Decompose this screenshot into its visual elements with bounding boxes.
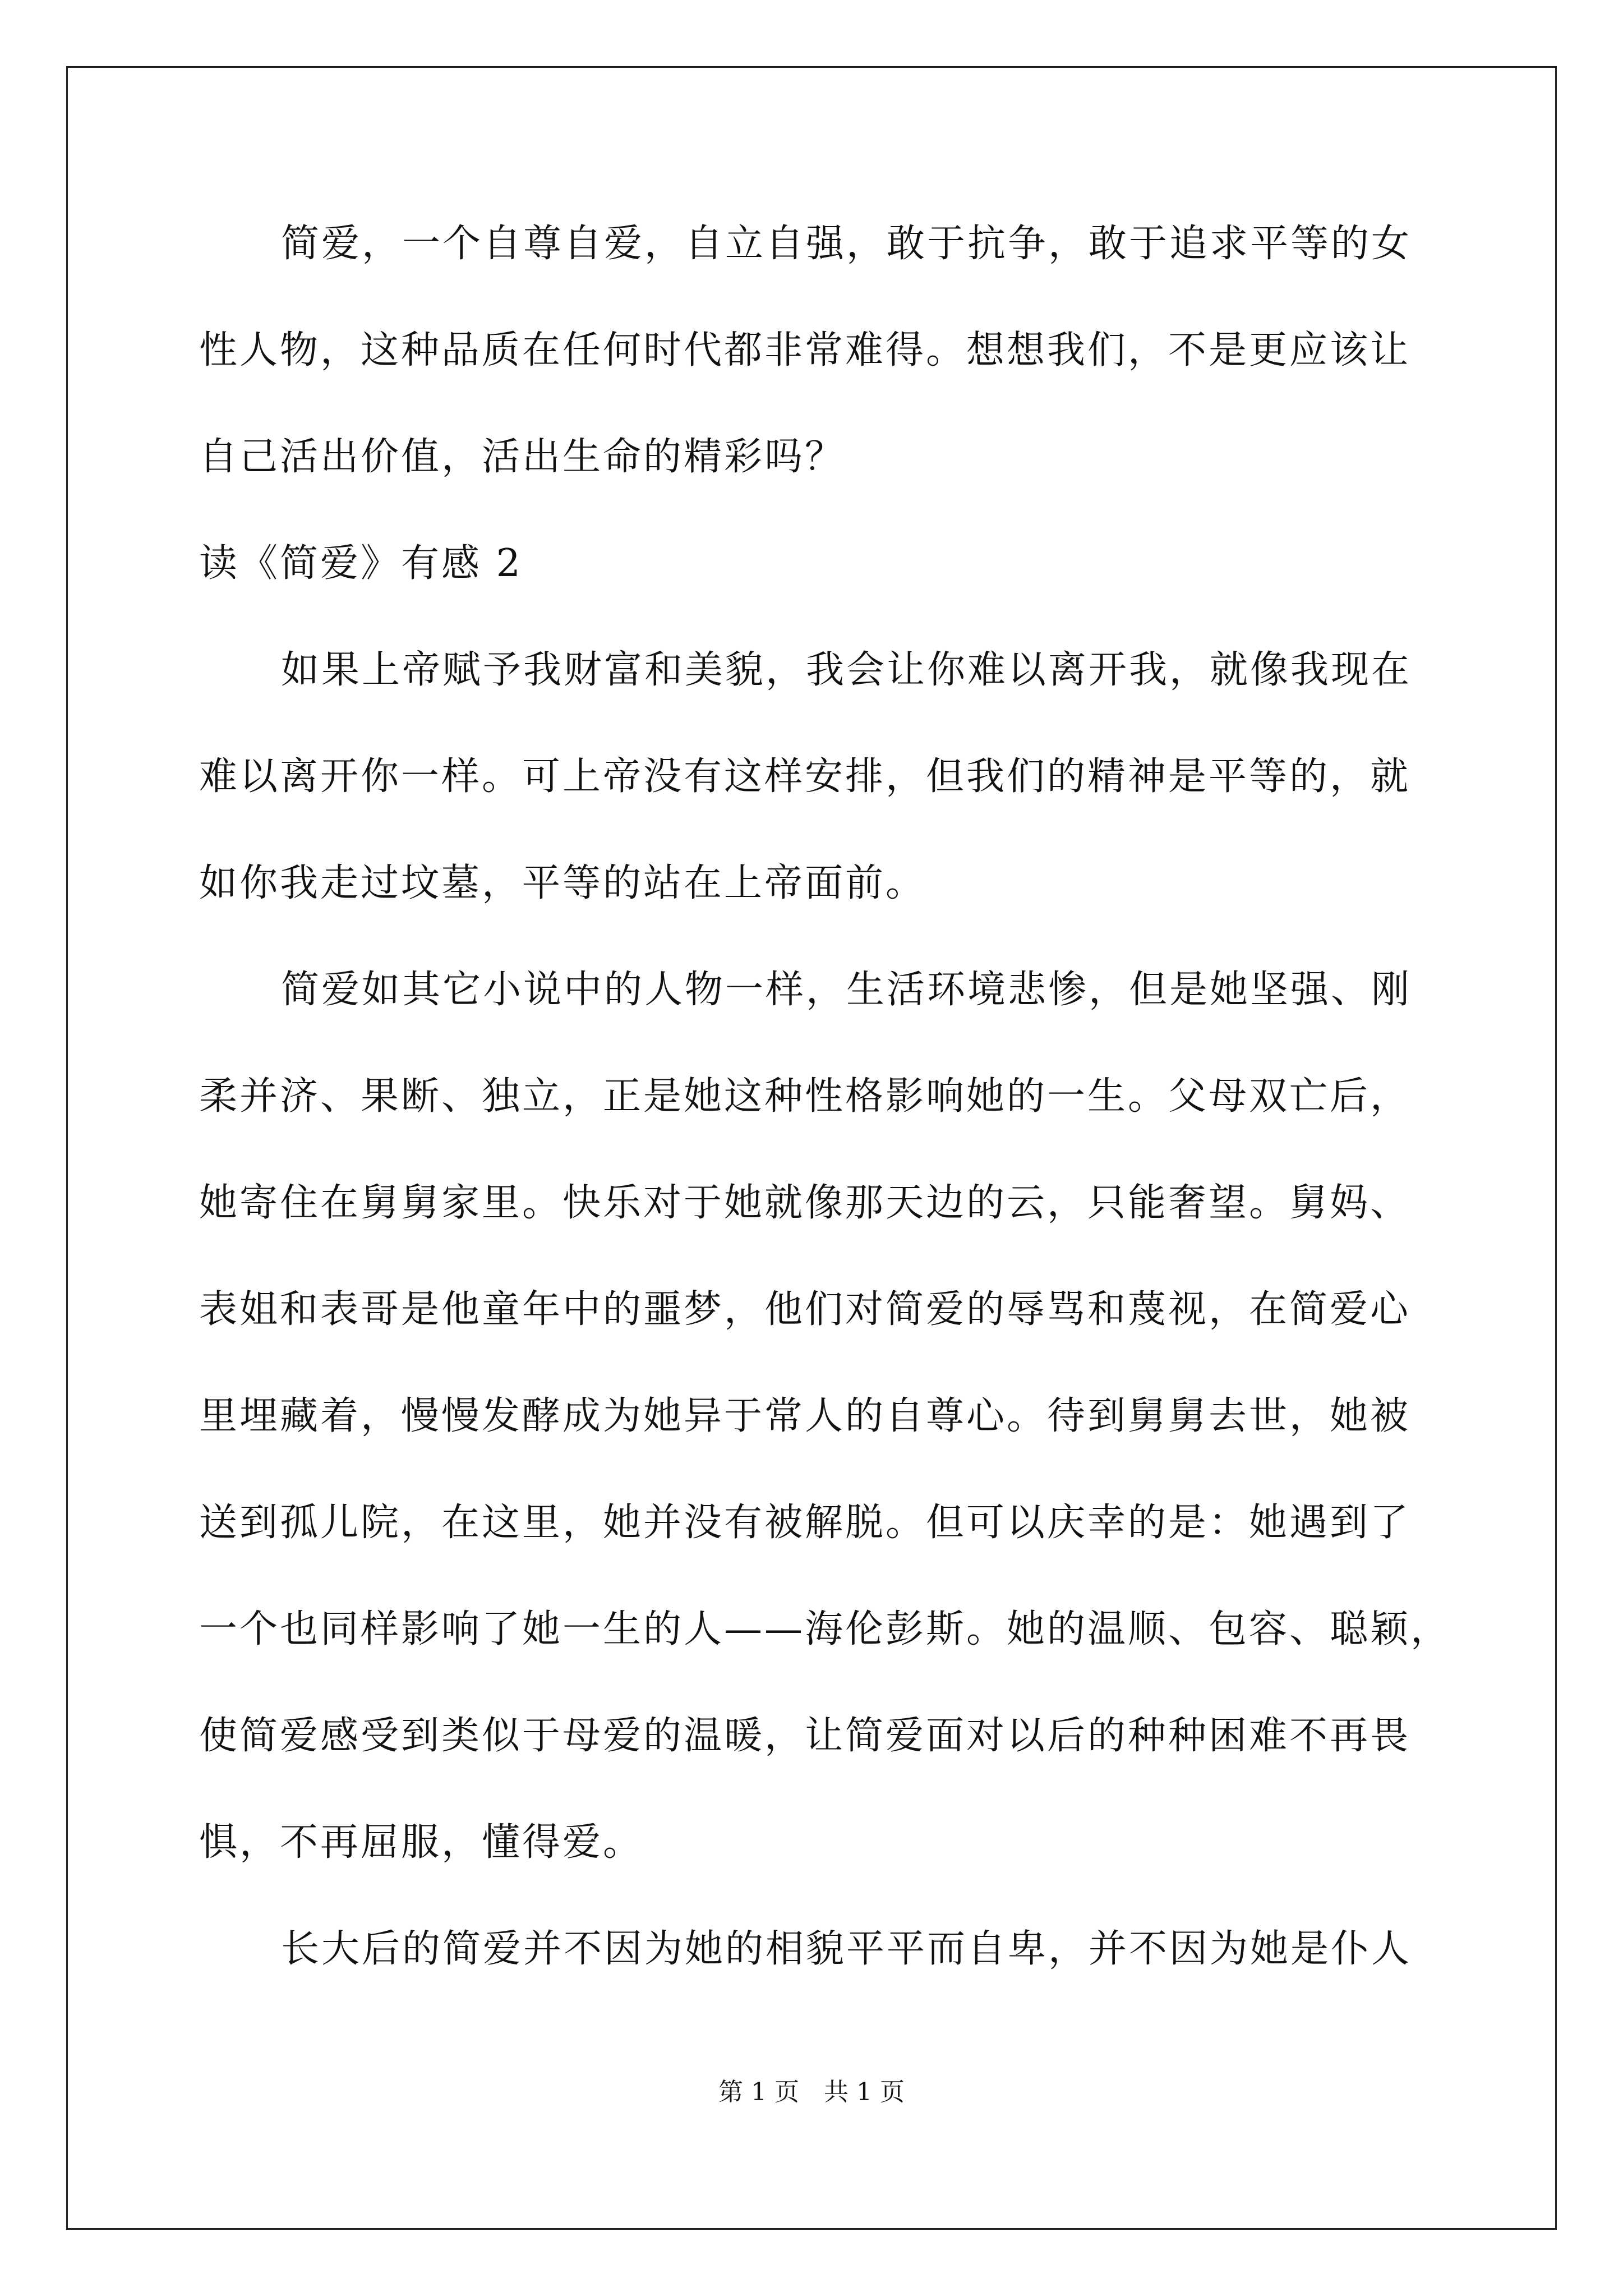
paragraph-line: 一个也同样影响了她一生的人——海伦彭斯。她的温顺、包容、聪颖， [199,1607,1451,1651]
page-number-footer: 第 1 页 共 1 页 [718,2078,905,2106]
paragraph-line: 送到孤儿院，在这里，她并没有被解脱。但可以庆幸的是：她遇到了 [199,1501,1411,1545]
paragraph-line: 如你我走过坟墓，平等的站在上帝面前。 [199,861,926,905]
paragraph-line: 她寄住在舅舅家里。快乐对于她就像那天边的云，只能奢望。舅妈、 [199,1181,1411,1225]
paragraph-line: 性人物，这种品质在任何时代都非常难得。想想我们，不是更应该让 [199,328,1411,372]
paragraph-line: 惧，不再屈服，懂得爱。 [199,1820,644,1865]
page-border [66,66,1557,2230]
paragraph-line: 自己活出价值，活出生命的精彩吗？ [199,435,846,479]
paragraph-line: 里埋藏着，慢慢发酵成为她异于常人的自尊心。待到舅舅去世，她被 [199,1394,1411,1438]
paragraph-line: 表姐和表哥是他童年中的噩梦，他们对简爱的辱骂和蔑视，在简爱心 [199,1287,1411,1332]
paragraph-line: 简爱，一个自尊自爱，自立自强，敢于抗争，敢于追求平等的女 [281,222,1412,266]
paragraph-line: 简爱如其它小说中的人物一样，生活环境悲惨，但是她坚强、刚 [281,968,1412,1012]
paragraph-line: 柔并济、果断、独立，正是她这种性格影响她的一生。父母双亡后， [199,1074,1411,1119]
paragraph-line: 长大后的简爱并不因为她的相貌平平而自卑，并不因为她是仆人 [281,1927,1412,1971]
paragraph-line: 使简爱感受到类似于母爱的温暖，让简爱面对以后的种种困难不再畏 [199,1714,1411,1758]
paragraph-line: 难以离开你一样。可上帝没有这样安排，但我们的精神是平等的，就 [199,754,1411,799]
section-heading: 读《简爱》有感 2 [199,541,523,586]
paragraph-line: 如果上帝赋予我财富和美貌，我会让你难以离开我，就像我现在 [281,648,1412,692]
